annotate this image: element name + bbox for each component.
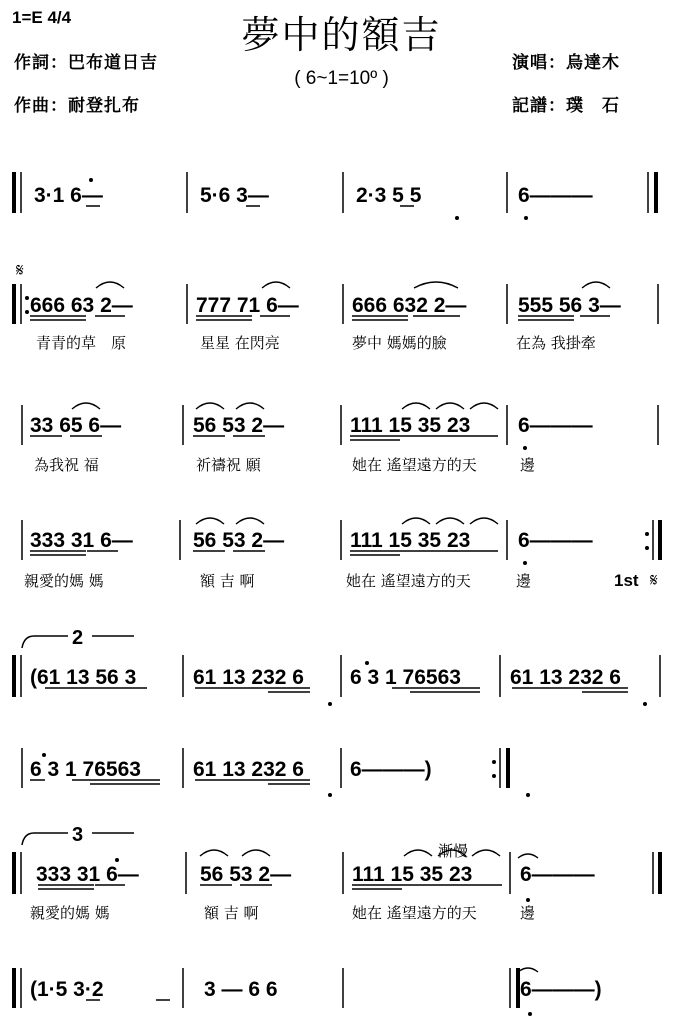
measure: 6———) — [350, 758, 432, 781]
measure: 6 3 1 76563 — [30, 758, 141, 781]
measure: 33 65 6— — [30, 414, 122, 437]
measure: (61 13 56 3 — [30, 666, 137, 689]
measure: 56 53 2— — [193, 414, 285, 437]
volta-3-label: 3 — [72, 824, 84, 846]
measure: 3 — 6 6 — [204, 978, 278, 1001]
tempo-marking: ( 6~1=10º ) — [294, 68, 389, 89]
measure: 61 13 232 6 — [510, 666, 621, 689]
lyric: 為我祝 福 — [34, 456, 99, 474]
measure: 6——— — [518, 529, 593, 552]
measure: 333 31 6— — [30, 529, 133, 552]
measure: 111 15 35 23 — [352, 863, 473, 886]
measure: 6——— — [520, 863, 595, 886]
measure: 56 53 2— — [193, 529, 285, 552]
measure: 61 13 232 6 — [193, 666, 304, 689]
lyric: 親愛的媽 媽 — [24, 572, 104, 590]
score-line-5 — [30, 666, 621, 689]
segno-sign: 𝄋 — [16, 260, 24, 280]
segno-sign-end: 𝄋 — [650, 570, 658, 590]
measure: 61 13 232 6 — [193, 758, 304, 781]
lyric: 邊 — [520, 904, 536, 922]
lyric: 她在 遙望遠方的天 — [352, 456, 477, 474]
score-line-8 — [30, 978, 602, 1001]
score-line-1 — [34, 184, 593, 207]
measure: 111 15 35 23 — [350, 529, 471, 552]
measure: 56 53 2— — [200, 863, 292, 886]
lyric: 星星 在閃亮 — [200, 334, 280, 352]
score-line-2 — [30, 294, 621, 352]
performer-credit: 演唱：烏達木 — [512, 53, 620, 73]
measure: 333 31 6— — [36, 863, 139, 886]
lyric: 邊 — [520, 456, 536, 474]
lyric: 祈禱祝 願 — [196, 456, 261, 474]
lyric: 額 吉 啊 — [204, 904, 259, 922]
measure: 6——— — [518, 184, 593, 207]
measure: (1·5 3·2 — [30, 978, 104, 1001]
score-line-6 — [30, 758, 432, 781]
measure: 6 3 1 76563 — [350, 666, 461, 689]
measure: 6——— — [518, 414, 593, 437]
key-signature: 1=E 4/4 — [12, 8, 72, 27]
lyric: 夢中 媽媽的臉 — [352, 334, 447, 352]
transcriber-credit: 記譜：璞 石 — [512, 96, 620, 116]
ritardando-marking: 漸慢 — [438, 843, 469, 860]
composer-credit: 作曲：耐登扎布 — [14, 96, 140, 116]
measure: 6———) — [520, 978, 602, 1001]
measure: 666 632 2— — [352, 294, 467, 317]
measure: 111 15 35 23 — [350, 414, 471, 437]
page-title: 夢中的額吉 — [241, 13, 442, 57]
measure: 5·6 3— — [200, 184, 269, 207]
measure: 777 71 6— — [196, 294, 299, 317]
lyric: 青青的草 原 — [36, 334, 127, 352]
lyric: 額 吉 啊 — [200, 572, 255, 590]
lyricist-credit: 作詞：巴布道日吉 — [14, 53, 158, 73]
measure: 3·1 6— — [34, 184, 103, 207]
measure: 555 56 3— — [518, 294, 621, 317]
first-ending-label: 1st — [614, 571, 639, 590]
lyric: 她在 遙望遠方的天 — [352, 904, 477, 922]
lyric: 親愛的媽 媽 — [30, 904, 110, 922]
measure: 666 63 2— — [30, 294, 133, 317]
lyric: 在為 我掛牽 — [516, 334, 596, 352]
volta-2-label: 2 — [72, 627, 84, 649]
lyric: 邊 — [516, 572, 532, 590]
measure: 2·3 5 5 — [356, 184, 422, 207]
score-line-3 — [30, 414, 593, 474]
lyric: 她在 遙望遠方的天 — [346, 572, 471, 590]
